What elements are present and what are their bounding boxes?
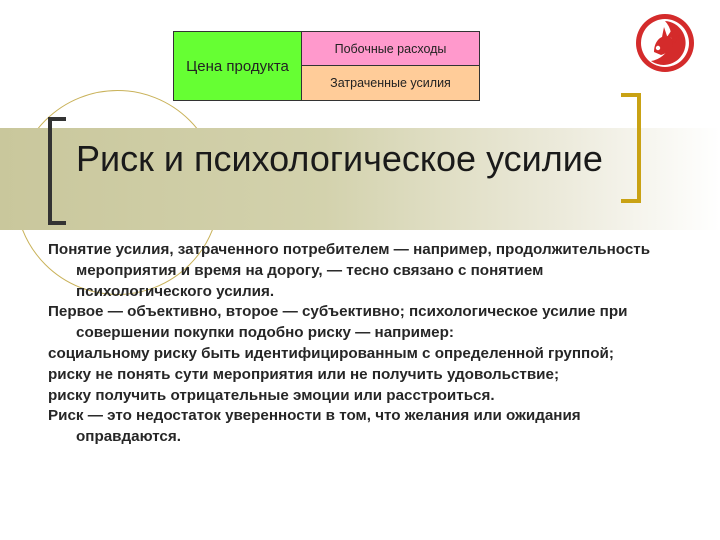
effort-box: Затраченные усилия bbox=[302, 66, 480, 101]
paragraph: социальному риску быть идентифицированным с определенной группой; bbox=[48, 344, 614, 362]
body-text bbox=[48, 240, 658, 448]
left-bracket-decoration bbox=[48, 117, 66, 225]
paragraph: Первое — объективно, второе — субъективно; психологическое усилие при совершении покупки подобно риску — например: bbox=[48, 303, 628, 342]
dove-emblem-icon bbox=[634, 12, 696, 74]
side-costs-box: Побочные расходы bbox=[302, 31, 480, 66]
paragraph: Риск — это недостаток уверенности в том, что желания или ожидания оправдаются. bbox=[48, 407, 581, 446]
paragraph: Понятие усилия, затраченного потребителем — например, продолжительность мероприятия и время на дорогу, — тесно связано с понятием психологического усилия. bbox=[48, 241, 651, 300]
right-bracket-decoration bbox=[621, 93, 641, 203]
slide-title: Риск и психологическое усилие bbox=[76, 138, 603, 179]
price-box: Цена продукта bbox=[173, 31, 302, 101]
paragraph: риску не понять сути мероприятия или не получить удовольствие; bbox=[48, 365, 560, 383]
paragraph: риску получить отрицательные эмоции или расстроиться. bbox=[48, 386, 495, 404]
